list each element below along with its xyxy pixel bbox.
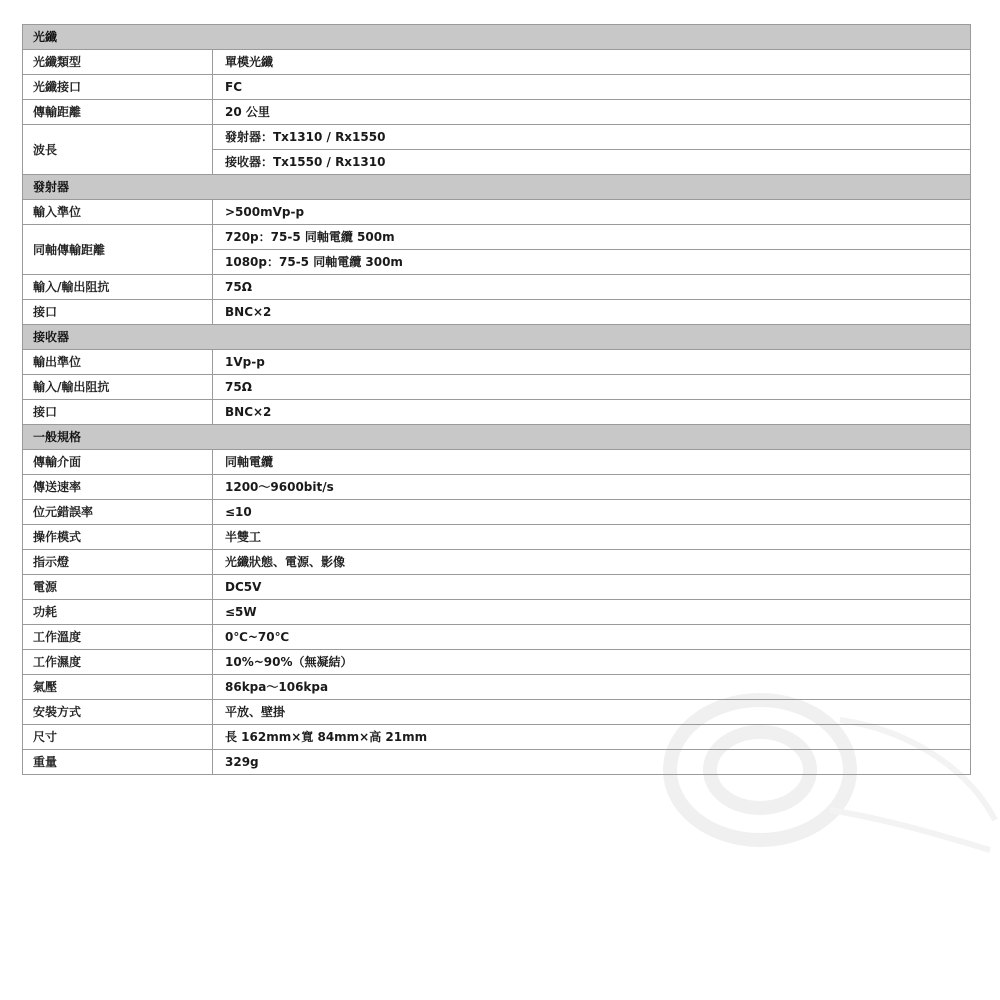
spec-label: 傳輸距離	[23, 100, 213, 125]
spec-label: 尺寸	[23, 725, 213, 750]
spec-label: 位元錯誤率	[23, 500, 213, 525]
spec-value: DC5V	[213, 575, 971, 600]
table-row	[23, 50, 971, 75]
spec-value: ≤10	[213, 500, 971, 525]
spec-label: 光纖類型	[23, 50, 213, 75]
table-row	[23, 750, 971, 775]
spec-label: 氣壓	[23, 675, 213, 700]
spec-value: FC	[213, 75, 971, 100]
spec-value: ≤5W	[213, 600, 971, 625]
table-row	[23, 600, 971, 625]
table-row	[23, 550, 971, 575]
spec-value: 75Ω	[213, 275, 971, 300]
table-row	[23, 100, 971, 125]
spec-label: 輸入準位	[23, 200, 213, 225]
table-row	[23, 75, 971, 100]
table-row	[23, 725, 971, 750]
spec-value: BNC×2	[213, 300, 971, 325]
table-row	[23, 125, 971, 150]
spec-label: 輸出準位	[23, 350, 213, 375]
section-header-row	[23, 25, 971, 50]
spec-value: 0℃~70℃	[213, 625, 971, 650]
spec-value: 長 162mm×寬 84mm×高 21mm	[213, 725, 971, 750]
spec-label: 功耗	[23, 600, 213, 625]
spec-value: BNC×2	[213, 400, 971, 425]
spec-label: 安裝方式	[23, 700, 213, 725]
table-row	[23, 475, 971, 500]
spec-label: 指示燈	[23, 550, 213, 575]
table-row	[23, 675, 971, 700]
spec-value: 同軸電纜	[213, 450, 971, 475]
table-row	[23, 225, 971, 250]
table-row	[23, 400, 971, 425]
section-title: 接收器	[23, 325, 971, 350]
spec-value: 平放、壁掛	[213, 700, 971, 725]
spec-label: 電源	[23, 575, 213, 600]
spec-value: 發射器：Tx1310 / Rx1550	[213, 125, 971, 150]
table-row	[23, 650, 971, 675]
table-row	[23, 375, 971, 400]
section-header-row	[23, 325, 971, 350]
table-row	[23, 300, 971, 325]
spec-label: 工作溫度	[23, 625, 213, 650]
table-row	[23, 275, 971, 300]
spec-value: 720p：75-5 同軸電纜 500m	[213, 225, 971, 250]
section-title: 一般規格	[23, 425, 971, 450]
table-row	[23, 500, 971, 525]
section-title: 發射器	[23, 175, 971, 200]
spec-value: 光纖狀態、電源、影像	[213, 550, 971, 575]
spec-label: 光纖接口	[23, 75, 213, 100]
spec-value: 86kpa～106kpa	[213, 675, 971, 700]
spec-label: 傳送速率	[23, 475, 213, 500]
table-row	[23, 625, 971, 650]
spec-label: 操作模式	[23, 525, 213, 550]
spec-label: 同軸傳輸距離	[23, 225, 213, 275]
spec-value: 1Vp-p	[213, 350, 971, 375]
spec-value: 接收器：Tx1550 / Rx1310	[213, 150, 971, 175]
spec-label: 輸入/輸出阻抗	[23, 375, 213, 400]
spec-value: 10%~90%（無凝結）	[213, 650, 971, 675]
spec-value: 20 公里	[213, 100, 971, 125]
spec-table	[22, 24, 971, 775]
spec-value: 半雙工	[213, 525, 971, 550]
spec-value: 1200～9600bit/s	[213, 475, 971, 500]
section-header-row	[23, 425, 971, 450]
table-row	[23, 350, 971, 375]
spec-label: 重量	[23, 750, 213, 775]
spec-value: 1080p：75-5 同軸電纜 300m	[213, 250, 971, 275]
spec-label: 波長	[23, 125, 213, 175]
spec-value: 75Ω	[213, 375, 971, 400]
table-row	[23, 575, 971, 600]
spec-label: 輸入/輸出阻抗	[23, 275, 213, 300]
section-header-row	[23, 175, 971, 200]
section-title: 光纖	[23, 25, 971, 50]
spec-value: 單模光纖	[213, 50, 971, 75]
spec-label: 接口	[23, 300, 213, 325]
table-row	[23, 525, 971, 550]
spec-value: 329g	[213, 750, 971, 775]
table-row	[23, 200, 971, 225]
spec-label: 傳輸介面	[23, 450, 213, 475]
table-row	[23, 700, 971, 725]
spec-label: 工作濕度	[23, 650, 213, 675]
spec-label: 接口	[23, 400, 213, 425]
spec-value: >500mVp-p	[213, 200, 971, 225]
table-row	[23, 450, 971, 475]
